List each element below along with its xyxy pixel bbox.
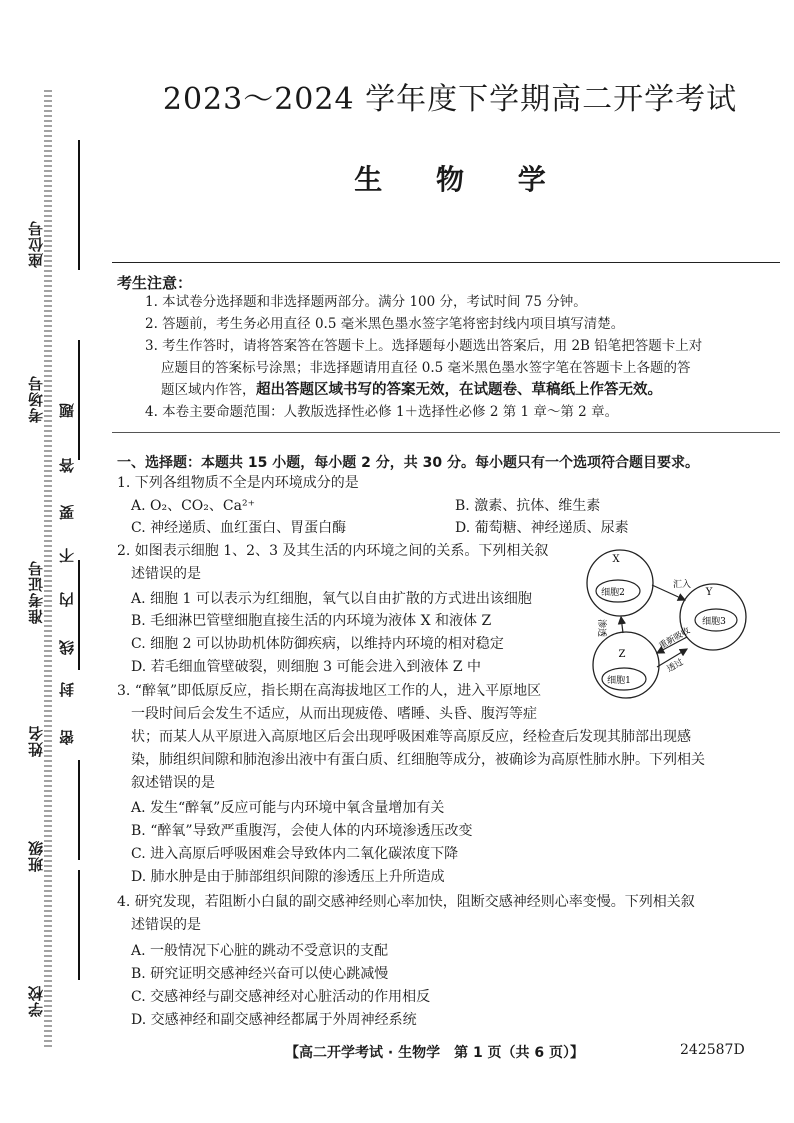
arrow-label-chongxin: 重新吸收 — [657, 625, 692, 652]
fluid-x-label: X — [612, 554, 620, 565]
seal-char: 不 — [58, 548, 76, 563]
question-stem: 1. 下列各组物质不全是内环境成分的是 — [117, 475, 359, 491]
fluid-x-circle — [587, 550, 653, 616]
option-b: B. 激素、抗体、维生素 — [455, 498, 601, 514]
fluid-y-label: Y — [705, 587, 713, 598]
arrow-label-touguo: 透过 — [665, 657, 686, 675]
notice-item: 2. 答题前，考生务必用直径 0.5 毫米黑色墨水签字笔将密封线内项目填写清楚。 — [145, 316, 625, 332]
field-line — [78, 140, 80, 270]
question-stem-cont: 叙述错误的是 — [131, 775, 215, 791]
seal-char: 内 — [58, 592, 76, 607]
option-d: D. 交感神经和副交感神经都属于外周神经系统 — [131, 1012, 417, 1028]
option-a: A. 细胞 1 可以表示为红细胞，氧气以自由扩散的方式进出该细胞 — [131, 591, 532, 607]
question-stem: 3. “醉氧”即低原反应，指长期在高海拔地区工作的人，进入平原地区 — [117, 683, 542, 699]
field-line — [78, 340, 80, 460]
option-d: D. 若毛细血管壁破裂，则细胞 3 可能会进入到液体 Z 中 — [131, 659, 482, 675]
seal-char: 封 — [58, 682, 76, 697]
question-stem-cont: 述错误的是 — [131, 566, 201, 582]
option-d: D. 肺水肿是由于肺部组织间隙的渗透压上升所造成 — [131, 869, 445, 885]
option-a: A. 发生“醉氧”反应可能与内环境中氧含量增加有关 — [131, 800, 445, 816]
exam-title: 2023～2024 学年度下学期高二开学考试 — [162, 82, 738, 117]
seal-char: 线 — [58, 640, 76, 655]
cell1-label: 细胞1 — [607, 676, 631, 686]
paper-code: 242587D — [680, 1042, 745, 1058]
option-b: B. “醉氧”导致严重腹泻，会使人体的内环境渗透压改变 — [131, 823, 473, 839]
page-footer: 【高二开学考试 · 生物学 第 1 页（共 6 页）】 — [285, 1045, 585, 1061]
fluid-z-label: Z — [618, 649, 626, 660]
question-stem: 4. 研究发现，若阻断小白鼠的副交感神经则心率加快，阻断交感神经则心率变慢。下列相关叙 — [117, 894, 695, 910]
cell3-label: 细胞3 — [702, 617, 726, 627]
field-line — [78, 870, 80, 980]
notice-item: 3. 考生作答时，请将答案答在答题卡上。选择题每小题选出答案后，用 2B 铅笔把答题卡上对 — [145, 338, 703, 354]
question-stem: 2. 如图表示细胞 1、2、3 及其生活的内环境之间的关系。下列相关叙 — [117, 543, 549, 559]
binding-strip — [0, 0, 110, 1123]
notice-item: 4. 本卷主要命题范围：人教版选择性必修 1＋选择性必修 2 第 1 章～第 2 章。 — [145, 404, 619, 420]
section-heading: 一、选择题：本题共 15 小题，每小题 2 分，共 30 分。每小题只有一个选项符合题目要求。 — [117, 455, 699, 471]
arrow-z-to-x — [621, 617, 623, 633]
subject-title: 生 物 学 — [354, 163, 568, 196]
notice-item: 1. 本试卷分选择题和非选择题两部分。满分 100 分，考试时间 75 分钟。 — [145, 294, 587, 310]
arrow-label-shentou: 渗透 — [596, 619, 606, 638]
field-line — [78, 560, 80, 670]
option-a: A. O₂、CO₂、Ca²⁺ — [131, 498, 255, 514]
option-c: C. 神经递质、血红蛋白、胃蛋白酶 — [131, 520, 347, 536]
question-stem-cont: 染，肺组织间隙和肺泡渗出液中有蛋白质、红细胞等成分，被确诊为高原性肺水肿。下列相关 — [131, 752, 705, 768]
field-label-school: 学校 — [27, 985, 45, 1017]
seal-char: 答 — [58, 458, 76, 473]
field-label-room: 考场号 — [27, 375, 45, 423]
notice-item-start: 题区域内作答， — [161, 382, 256, 398]
option-c: C. 细胞 2 可以协助机体防御疾病，以维持内环境的相对稳定 — [131, 636, 504, 652]
field-label-name: 姓名 — [27, 725, 45, 757]
question-stem-cont: 状；而某人从平原进入高原地区后会出现呼吸困难等高原反应，经检查后发现其肺部出现感 — [131, 729, 691, 745]
seal-char: 密 — [58, 730, 76, 745]
fluid-z-circle — [593, 632, 659, 698]
option-d: D. 葡萄糖、神经递质、尿素 — [455, 520, 629, 536]
option-b: B. 毛细淋巴管壁细胞直接生活的内环境为液体 X 和液体 Z — [131, 613, 492, 629]
body-fluid-diagram — [585, 545, 755, 700]
question-stem-cont: 一段时间后会发生不适应，从而出现疲倦、嗜睡、头昏、腹泻等症 — [131, 706, 537, 722]
cell2-label: 细胞2 — [601, 588, 625, 598]
question-stem-cont: 述错误的是 — [131, 917, 201, 933]
field-label-admission: 准考证号 — [27, 560, 45, 624]
option-c: C. 进入高原后呼吸困难会导致体内二氧化碳浓度下降 — [131, 846, 459, 862]
field-line — [78, 760, 80, 860]
notice-title: 考生注意： — [117, 274, 193, 292]
option-c: C. 交感神经与副交感神经对心脏活动的作用相反 — [131, 989, 431, 1005]
divider — [112, 262, 780, 263]
seal-char: 要 — [58, 505, 76, 520]
notice-item-emphasis: 超出答题区域书写的答案无效，在试题卷、草稿纸上作答无效。 — [256, 382, 662, 398]
field-label-seat: 座位号 — [27, 220, 45, 268]
seal-char: 题 — [58, 403, 76, 418]
field-label-class: 班级 — [27, 840, 45, 872]
option-b: B. 研究证明交感神经兴奋可以使心跳减慢 — [131, 966, 389, 982]
divider — [112, 432, 780, 433]
arrow-label-huiru: 汇入 — [673, 580, 692, 590]
option-a: A. 一般情况下心脏的跳动不受意识的支配 — [131, 943, 389, 959]
notice-item: 应题目的答案标号涂黑；非选择题请用直径 0.5 毫米黑色墨水签字笔在答题卡上各题的答 — [161, 360, 691, 376]
